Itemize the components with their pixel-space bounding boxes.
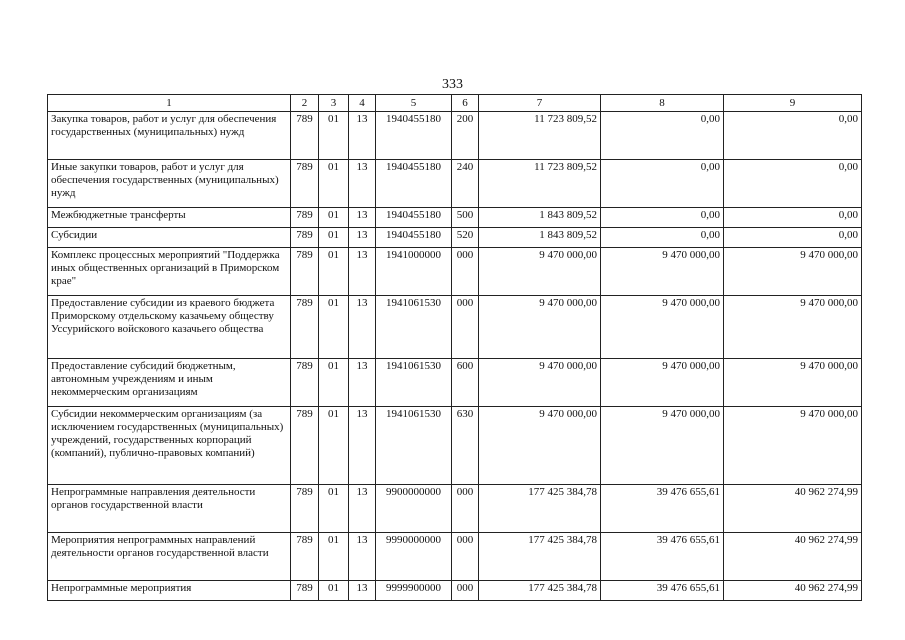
section-code-cell: 01 <box>319 112 349 160</box>
table-row <box>48 296 862 359</box>
target-article-cell: 1941061530 <box>376 296 452 359</box>
subsection-code-cell: 13 <box>349 296 376 359</box>
amount-col7-cell: 11 723 809,52 <box>479 160 601 208</box>
target-article-cell: 1941000000 <box>376 248 452 296</box>
expense-type-cell: 600 <box>452 359 479 407</box>
section-code-cell: 01 <box>319 485 349 533</box>
amount-col7-cell: 177 425 384,78 <box>479 485 601 533</box>
target-article-cell: 1941061530 <box>376 407 452 485</box>
amount-col7-cell: 9 470 000,00 <box>479 407 601 485</box>
expense-type-cell: 240 <box>452 160 479 208</box>
table-row <box>48 248 862 296</box>
row-name-cell: Субсидии <box>48 228 291 248</box>
amount-col7-cell: 177 425 384,78 <box>479 533 601 581</box>
amount-col9-cell: 9 470 000,00 <box>724 407 862 485</box>
section-code-cell: 01 <box>319 208 349 228</box>
amount-col8-cell: 9 470 000,00 <box>601 359 724 407</box>
amount-col9-cell: 9 470 000,00 <box>724 248 862 296</box>
amount-col9-cell: 0,00 <box>724 208 862 228</box>
row-name-cell: Предоставление субсидий бюджетным, автономным учреждениям и иным некоммерческим организациям <box>48 359 291 407</box>
amount-col8-cell: 0,00 <box>601 228 724 248</box>
target-article-cell: 1940455180 <box>376 228 452 248</box>
amount-col9-cell: 9 470 000,00 <box>724 296 862 359</box>
row-name-cell: Иные закупки товаров, работ и услуг для обеспечения государственных (муниципальных) нужд <box>48 160 291 208</box>
subsection-code-cell: 13 <box>349 228 376 248</box>
amount-col9-cell: 0,00 <box>724 112 862 160</box>
row-name-cell: Предоставление субсидии из краевого бюджета Приморскому отдельскому казачьему обществу Уссурийского войскового казачьего общества <box>48 296 291 359</box>
table-row <box>48 160 862 208</box>
section-code-cell: 01 <box>319 581 349 601</box>
amount-col9-cell: 40 962 274,99 <box>724 485 862 533</box>
amount-col7-cell: 177 425 384,78 <box>479 581 601 601</box>
table-row <box>48 359 862 407</box>
table-body <box>48 95 862 601</box>
ministry-code-cell: 789 <box>291 112 319 160</box>
row-name-cell: Межбюджетные трансферты <box>48 208 291 228</box>
budget-table <box>47 94 862 601</box>
target-article-cell: 9900000000 <box>376 485 452 533</box>
target-article-cell: 1940455180 <box>376 160 452 208</box>
row-name-cell: Непрограммные мероприятия <box>48 581 291 601</box>
subsection-code-cell: 13 <box>349 248 376 296</box>
subsection-code-cell: 13 <box>349 581 376 601</box>
amount-col8-cell: 0,00 <box>601 208 724 228</box>
table-row <box>48 407 862 485</box>
row-name-cell: Закупка товаров, работ и услуг для обеспечения государственных (муниципальных) нужд <box>48 112 291 160</box>
amount-col8-cell: 39 476 655,61 <box>601 581 724 601</box>
ministry-code-cell: 789 <box>291 208 319 228</box>
table-row <box>48 533 862 581</box>
column-header: 4 <box>349 95 376 112</box>
subsection-code-cell: 13 <box>349 485 376 533</box>
expense-type-cell: 000 <box>452 296 479 359</box>
subsection-code-cell: 13 <box>349 407 376 485</box>
expense-type-cell: 000 <box>452 581 479 601</box>
amount-col9-cell: 0,00 <box>724 160 862 208</box>
ministry-code-cell: 789 <box>291 228 319 248</box>
target-article-cell: 1940455180 <box>376 112 452 160</box>
section-code-cell: 01 <box>319 160 349 208</box>
column-header: 2 <box>291 95 319 112</box>
row-name-cell: Субсидии некоммерческим организациям (за исключением государственных (муниципальных) учреждений, государственных корпораций (компаний), публично-правовых компаний) <box>48 407 291 485</box>
amount-col7-cell: 9 470 000,00 <box>479 248 601 296</box>
ministry-code-cell: 789 <box>291 485 319 533</box>
amount-col8-cell: 0,00 <box>601 160 724 208</box>
section-code-cell: 01 <box>319 248 349 296</box>
section-code-cell: 01 <box>319 296 349 359</box>
row-name-cell: Непрограммные направления деятельности органов государственной власти <box>48 485 291 533</box>
amount-col9-cell: 0,00 <box>724 228 862 248</box>
amount-col7-cell: 11 723 809,52 <box>479 112 601 160</box>
subsection-code-cell: 13 <box>349 112 376 160</box>
expense-type-cell: 000 <box>452 485 479 533</box>
expense-type-cell: 630 <box>452 407 479 485</box>
ministry-code-cell: 789 <box>291 581 319 601</box>
column-header: 7 <box>479 95 601 112</box>
section-code-cell: 01 <box>319 228 349 248</box>
expense-type-cell: 520 <box>452 228 479 248</box>
row-name-cell: Мероприятия непрограммных направлений деятельности органов государственной власти <box>48 533 291 581</box>
table-row <box>48 485 862 533</box>
header-row <box>48 95 862 112</box>
amount-col7-cell: 9 470 000,00 <box>479 359 601 407</box>
section-code-cell: 01 <box>319 359 349 407</box>
amount-col8-cell: 9 470 000,00 <box>601 296 724 359</box>
table-row <box>48 112 862 160</box>
row-name-cell: Комплекс процессных мероприятий "Поддержка иных общественных организаций в Приморском крае" <box>48 248 291 296</box>
ministry-code-cell: 789 <box>291 248 319 296</box>
expense-type-cell: 500 <box>452 208 479 228</box>
table-row <box>48 581 862 601</box>
subsection-code-cell: 13 <box>349 533 376 581</box>
expense-type-cell: 000 <box>452 533 479 581</box>
expense-type-cell: 000 <box>452 248 479 296</box>
ministry-code-cell: 789 <box>291 160 319 208</box>
column-header: 8 <box>601 95 724 112</box>
ministry-code-cell: 789 <box>291 407 319 485</box>
page-number: 333 <box>442 77 463 92</box>
amount-col9-cell: 40 962 274,99 <box>724 533 862 581</box>
target-article-cell: 1941061530 <box>376 359 452 407</box>
amount-col9-cell: 40 962 274,99 <box>724 581 862 601</box>
amount-col7-cell: 9 470 000,00 <box>479 296 601 359</box>
section-code-cell: 01 <box>319 533 349 581</box>
subsection-code-cell: 13 <box>349 160 376 208</box>
section-code-cell: 01 <box>319 407 349 485</box>
subsection-code-cell: 13 <box>349 208 376 228</box>
column-header: 5 <box>376 95 452 112</box>
amount-col8-cell: 0,00 <box>601 112 724 160</box>
ministry-code-cell: 789 <box>291 359 319 407</box>
amount-col7-cell: 1 843 809,52 <box>479 208 601 228</box>
expense-type-cell: 200 <box>452 112 479 160</box>
amount-col8-cell: 9 470 000,00 <box>601 407 724 485</box>
amount-col8-cell: 39 476 655,61 <box>601 485 724 533</box>
column-header: 3 <box>319 95 349 112</box>
column-header: 9 <box>724 95 862 112</box>
amount-col7-cell: 1 843 809,52 <box>479 228 601 248</box>
amount-col9-cell: 9 470 000,00 <box>724 359 862 407</box>
target-article-cell: 1940455180 <box>376 208 452 228</box>
ministry-code-cell: 789 <box>291 296 319 359</box>
target-article-cell: 9999900000 <box>376 581 452 601</box>
amount-col8-cell: 9 470 000,00 <box>601 248 724 296</box>
table-row <box>48 228 862 248</box>
target-article-cell: 9990000000 <box>376 533 452 581</box>
amount-col8-cell: 39 476 655,61 <box>601 533 724 581</box>
table-row <box>48 208 862 228</box>
column-header: 1 <box>48 95 291 112</box>
column-header: 6 <box>452 95 479 112</box>
subsection-code-cell: 13 <box>349 359 376 407</box>
ministry-code-cell: 789 <box>291 533 319 581</box>
